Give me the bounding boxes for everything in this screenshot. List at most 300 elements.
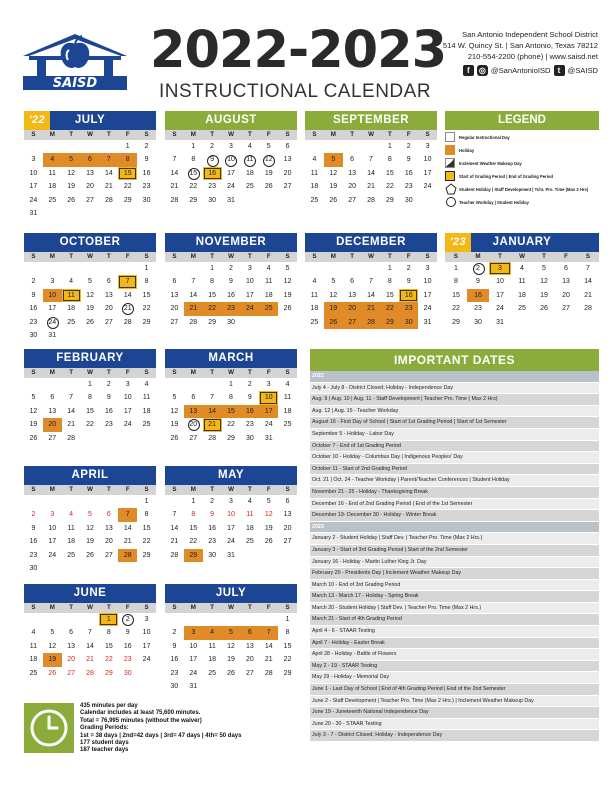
day-cell: 27 xyxy=(104,318,113,326)
day-cell: 26 xyxy=(48,669,57,677)
day-cell: 17 xyxy=(123,407,132,415)
day-cell: 22 xyxy=(189,183,198,191)
day-cell: 4 xyxy=(31,629,36,637)
day-cell: 10 xyxy=(123,394,132,402)
day-cell: 21 xyxy=(584,291,592,299)
weekday-label: F xyxy=(125,369,130,376)
year-tag: '22 xyxy=(24,111,50,130)
weekday-label: T xyxy=(247,253,252,260)
important-date-row: March 20 - Student Holiday | Staff Dev. | Teacher Pro. Time (Max 2 Hrs.) xyxy=(310,603,599,615)
day-cell: 23 xyxy=(170,669,179,677)
day-cell: 23 xyxy=(123,656,132,664)
empty-cell xyxy=(165,495,184,508)
important-date-row: April 28 - Holiday - Battle of Flowers xyxy=(310,649,599,661)
day-cell: 27 xyxy=(189,434,198,442)
day-cell: 4 xyxy=(285,381,290,388)
day-cell: 6 xyxy=(50,394,55,402)
weekday-label: T xyxy=(210,486,215,493)
day-cell: 13 xyxy=(184,405,203,418)
day-cell: 31 xyxy=(423,318,432,326)
twitter-icon[interactable]: t xyxy=(554,65,565,76)
day-cell: 16 xyxy=(29,538,38,546)
day-grid xyxy=(165,495,297,562)
day-cell: 27 xyxy=(170,318,179,326)
day-cell: 22 xyxy=(123,183,132,191)
day-cell: 28 xyxy=(170,551,179,559)
day-cell: 19 xyxy=(540,291,548,299)
day-cell: 17 xyxy=(423,169,432,177)
important-date-row: September 5 - Holiday - Labor Day xyxy=(310,429,599,441)
day-cell: 31 xyxy=(227,196,235,204)
weekday-label: S xyxy=(425,131,430,138)
day-cell: 17 xyxy=(227,524,235,532)
weekday-row xyxy=(165,603,297,613)
day-cell: 9 xyxy=(144,156,149,164)
weekday-label: T xyxy=(69,604,74,611)
weekday-label: W xyxy=(87,369,93,376)
weekday-label: S xyxy=(172,604,177,611)
day-cell: 23 xyxy=(404,183,413,191)
day-cell: 1 xyxy=(191,143,196,150)
weekday-label: S xyxy=(285,253,290,260)
day-cell: 20 xyxy=(283,524,292,532)
day-cell: 26 xyxy=(67,196,76,204)
weekday-label: T xyxy=(69,369,74,376)
day-cell: 20 xyxy=(170,305,179,313)
weekday-label: F xyxy=(564,253,568,260)
day-cell: 8 xyxy=(191,511,196,519)
day-cell: 9 xyxy=(125,629,130,637)
day-cell: 15 xyxy=(283,642,292,650)
weekday-row xyxy=(305,252,437,262)
weekday-row xyxy=(305,130,437,140)
day-cell: 10 xyxy=(48,524,57,532)
weekday-label: W xyxy=(87,486,93,493)
day-cell: 1 xyxy=(387,143,392,150)
day-cell: 12 xyxy=(48,642,57,650)
day-cell: 24 xyxy=(423,305,432,313)
day-cell: 18 xyxy=(283,407,292,415)
day-cell: 10 xyxy=(29,169,38,177)
day-cell: 25 xyxy=(245,183,254,191)
day-cell: 22 xyxy=(189,538,198,546)
day-cell: 4 xyxy=(69,278,74,286)
day-grid xyxy=(165,378,297,445)
weekday-label: S xyxy=(144,604,149,611)
day-cell: 29 xyxy=(142,551,151,559)
day-cell: 9 xyxy=(31,291,36,299)
day-cell: 17 xyxy=(259,405,278,418)
day-cell: 27 xyxy=(245,669,254,677)
day-cell: 29 xyxy=(123,196,132,204)
weekday-label: S xyxy=(312,253,317,260)
weekday-label: T xyxy=(106,131,111,138)
day-cell: 14 xyxy=(367,169,375,177)
day-cell: 1 xyxy=(191,498,196,505)
weekday-label: S xyxy=(172,486,177,493)
empty-cell xyxy=(184,613,203,626)
empty-cell xyxy=(62,262,81,275)
legend-item xyxy=(445,131,599,143)
month-name: DECEMBER xyxy=(336,236,406,248)
legend-label: Teacher Workday | Student Holiday xyxy=(459,199,529,205)
day-cell: 21 xyxy=(67,421,76,429)
day-cell: 28 xyxy=(67,434,76,442)
weekday-row xyxy=(165,130,297,140)
day-cell: 21 xyxy=(203,418,222,431)
year-title: 2022-2023 xyxy=(150,21,447,80)
month-march xyxy=(165,349,297,445)
day-cell: 12 xyxy=(67,169,76,177)
day-cell: 2 xyxy=(144,143,149,150)
legend-item xyxy=(445,144,599,156)
weekday-label: S xyxy=(31,486,36,493)
day-cell: 3 xyxy=(50,511,55,519)
day-cell: 30 xyxy=(208,196,217,204)
day-cell: 29 xyxy=(104,669,113,677)
day-cell: 31 xyxy=(48,331,57,339)
important-date-row: December 16 - End of 2nd Grading Period | End of the 1st Semester xyxy=(310,499,599,511)
weekday-label: F xyxy=(125,253,130,260)
day-cell: 3 xyxy=(125,381,130,388)
day-cell: 20 xyxy=(348,183,357,191)
day-cell: 12 xyxy=(283,278,292,286)
day-cell: 16 xyxy=(203,167,222,180)
empty-cell xyxy=(184,378,203,391)
day-cell: 27 xyxy=(86,196,94,204)
weekday-label: W xyxy=(87,604,93,611)
day-cell: 5 xyxy=(285,265,290,272)
weekday-label: W xyxy=(87,253,93,260)
month-name: APRIL xyxy=(71,469,109,481)
weekday-label: M xyxy=(49,604,55,611)
day-cell: 13 xyxy=(48,407,57,415)
day-cell: 16 xyxy=(399,289,418,302)
day-cell: 10 xyxy=(496,278,504,286)
day-cell: 3 xyxy=(266,381,271,388)
important-date-row: June 19 - Juneteenth National Independence Day xyxy=(310,707,599,719)
day-cell: 6 xyxy=(285,143,290,150)
month-november xyxy=(165,233,297,329)
empty-cell xyxy=(24,378,43,391)
day-cell: 31 xyxy=(227,551,235,559)
empty-cell xyxy=(362,140,381,153)
day-cell: 24 xyxy=(496,305,504,313)
day-cell: 26 xyxy=(283,305,292,313)
day-cell: 4 xyxy=(266,265,271,272)
empty-cell xyxy=(24,495,43,508)
note-line: Total = 76,995 minutes (without the waiver) xyxy=(80,717,202,724)
year-tag: '23 xyxy=(445,233,471,252)
weekday-label: T xyxy=(69,253,74,260)
calendar-subtitle: INSTRUCTIONAL CALENDAR xyxy=(158,81,432,102)
important-date-row: July 4 - July 8 - District Closed; Holiday - Independence Day xyxy=(310,383,599,395)
pentagon-icon xyxy=(445,183,457,195)
day-cell: 21 xyxy=(104,183,113,191)
day-cell: 4 xyxy=(247,143,252,150)
day-cell: 13 xyxy=(104,291,113,299)
day-cell: 17 xyxy=(48,305,57,313)
day-cell: 6 xyxy=(69,629,74,637)
weekday-label: S xyxy=(585,253,591,260)
legend-item xyxy=(445,157,599,169)
day-cell: 18 xyxy=(29,656,38,664)
day-cell: 14 xyxy=(67,407,76,415)
day-cell: 15 xyxy=(452,291,460,299)
day-cell: 23 xyxy=(104,421,113,429)
day-cell: 6 xyxy=(350,278,355,286)
legend-item xyxy=(445,170,599,182)
day-cell: 24 xyxy=(227,183,235,191)
weekday-label: W xyxy=(228,486,234,493)
day-cell: 12 xyxy=(264,511,273,519)
day-cell: 5 xyxy=(88,278,92,286)
day-cell: 7 xyxy=(69,394,74,402)
weekday-label: M xyxy=(190,369,196,376)
instagram-icon[interactable]: ◎ xyxy=(477,65,488,76)
empty-cell xyxy=(118,495,137,508)
day-cell: 27 xyxy=(283,538,292,546)
month-header xyxy=(305,233,437,252)
day-cell: 7 xyxy=(88,629,92,637)
day-cell: 8 xyxy=(88,394,92,402)
day-cell: 15 xyxy=(142,291,151,299)
month-name: FEBRUARY xyxy=(56,352,124,364)
day-grid xyxy=(24,140,156,220)
day-cell: 27 xyxy=(67,669,76,677)
day-cell: 29 xyxy=(452,318,460,326)
day-cell: 10 xyxy=(43,289,62,302)
legend-swatch-grading xyxy=(445,171,455,181)
day-cell: 13 xyxy=(170,291,179,299)
weekday-label: W xyxy=(228,253,234,260)
social-handle[interactable]: @SanAntonioISD xyxy=(490,66,551,75)
day-cell: 15 xyxy=(142,524,151,532)
day-cell: 14 xyxy=(104,169,113,177)
day-cell: 25 xyxy=(29,669,38,677)
day-cell: 18 xyxy=(67,538,76,546)
month-header xyxy=(24,349,156,368)
day-cell: 7 xyxy=(99,153,118,166)
day-cell: 25 xyxy=(67,551,76,559)
weekday-label: S xyxy=(425,253,430,260)
weekday-label: M xyxy=(49,253,55,260)
day-cell: 24 xyxy=(43,316,62,329)
weekday-label: S xyxy=(172,253,177,260)
day-cell: 14 xyxy=(86,642,94,650)
weekday-label: M xyxy=(190,131,196,138)
day-cell: 7 xyxy=(369,278,373,286)
weekday-label: T xyxy=(387,131,392,138)
district-contact[interactable]: 210-554-2200 (phone) | www.saisd.net xyxy=(467,52,598,61)
day-cell: 30 xyxy=(208,551,217,559)
month-header xyxy=(165,233,297,252)
day-cell: 5 xyxy=(88,511,92,519)
day-cell: 1 xyxy=(210,265,215,272)
district-info xyxy=(428,29,598,76)
weekday-label: F xyxy=(406,131,411,138)
important-date-row: August 16 - First Day of School | Start of 1st Grading Period | Start of 1st Semester xyxy=(310,417,599,429)
empty-cell xyxy=(81,140,100,153)
day-cell: 9 xyxy=(210,511,215,519)
empty-cell xyxy=(118,262,137,275)
day-cell: 23 xyxy=(222,302,241,315)
weekday-row xyxy=(165,252,297,262)
day-cell: 1 xyxy=(454,265,458,272)
weekday-label: S xyxy=(312,131,317,138)
day-cell: 11 xyxy=(48,169,56,177)
month-october xyxy=(24,233,156,342)
weekday-label: S xyxy=(144,131,149,138)
day-cell: 18 xyxy=(518,291,526,299)
day-cell: 13 xyxy=(562,278,570,286)
weekday-label: F xyxy=(266,486,271,493)
month-header xyxy=(165,466,297,485)
day-cell: 8 xyxy=(144,511,149,519)
day-cell: 17 xyxy=(29,183,38,191)
day-cell: 10 xyxy=(142,629,151,637)
day-cell: 16 xyxy=(29,305,38,313)
day-cell: 13 xyxy=(67,642,76,650)
day-cell: 30 xyxy=(227,318,235,326)
weekday-label: S xyxy=(144,253,149,260)
weekday-label: T xyxy=(69,131,74,138)
day-cell: 15 xyxy=(118,167,137,180)
weekday-label: W xyxy=(368,131,374,138)
day-cell: 23 xyxy=(29,318,38,326)
day-cell: 30 xyxy=(245,434,254,442)
day-cell: 15 xyxy=(385,291,394,299)
month-july-2023 xyxy=(165,584,297,693)
legend-title: LEGEND xyxy=(445,111,599,130)
weekday-label: T xyxy=(106,486,111,493)
empty-cell xyxy=(99,495,118,508)
day-cell: 11 xyxy=(208,642,216,650)
weekday-label: T xyxy=(210,131,215,138)
weekday-label: T xyxy=(498,253,502,260)
day-cell: 17 xyxy=(245,291,254,299)
day-cell: 19 xyxy=(329,183,338,191)
day-cell: 3 xyxy=(184,626,203,639)
weekday-label: M xyxy=(190,604,196,611)
day-cell: 6 xyxy=(81,153,100,166)
empty-cell xyxy=(62,495,81,508)
weekday-label: T xyxy=(247,369,252,376)
day-cell: 2 xyxy=(172,629,177,637)
day-cell: 21 xyxy=(362,302,381,315)
weekday-label: T xyxy=(106,604,111,611)
day-cell: 15 xyxy=(222,405,241,418)
day-cell: 25 xyxy=(259,302,278,315)
day-cell: 17 xyxy=(496,291,504,299)
important-date-row: June 2 - Staff Development | Teacher Pro. Time (Max 2 Hrs.) | Inclement Weather Makeup Day xyxy=(310,696,599,708)
day-cell: 7 xyxy=(118,508,137,521)
weekday-label: W xyxy=(228,369,234,376)
weekday-label: W xyxy=(519,253,525,260)
month-name: NOVEMBER xyxy=(195,236,267,248)
empty-cell xyxy=(81,613,100,626)
day-cell: 18 xyxy=(208,656,217,664)
empty-cell xyxy=(62,378,81,391)
month-header xyxy=(24,466,156,485)
weekday-row xyxy=(445,252,599,262)
twitter-handle[interactable]: @SAISD xyxy=(567,66,598,75)
day-cell: 26 xyxy=(329,196,338,204)
legend-label: Holiday xyxy=(459,147,475,153)
day-cell: 28 xyxy=(362,316,381,329)
day-cell: 26 xyxy=(540,305,548,313)
day-cell: 11 xyxy=(62,289,81,302)
weekday-label: T xyxy=(210,604,215,611)
day-cell: 16 xyxy=(467,289,489,302)
weekday-label: T xyxy=(247,486,252,493)
month-july-2022 xyxy=(24,111,156,220)
day-cell: 1 xyxy=(125,143,130,150)
day-cell: 10 xyxy=(423,156,432,164)
day-cell: 19 xyxy=(29,421,38,429)
weekday-label: F xyxy=(125,604,130,611)
day-cell: 29 xyxy=(189,196,198,204)
day-cell: 25 xyxy=(48,196,57,204)
weekday-label: S xyxy=(285,131,290,138)
day-cell: 24 xyxy=(123,421,132,429)
day-cell: 15 xyxy=(189,524,198,532)
month-february xyxy=(24,349,156,445)
weekday-label: T xyxy=(350,131,355,138)
day-cell: 11 xyxy=(142,394,151,402)
day-cell: 8 xyxy=(454,278,458,286)
day-cell: 30 xyxy=(170,682,179,690)
day-cell: 5 xyxy=(542,265,546,272)
empty-cell xyxy=(259,613,278,626)
weekday-label: S xyxy=(31,369,36,376)
day-cell: 7 xyxy=(172,156,177,164)
month-header xyxy=(445,233,599,252)
important-date-row: October 11 - Start of 2nd Grading Period xyxy=(310,464,599,476)
legend-label: Inclement Weather Makeup Day xyxy=(459,160,522,166)
day-cell: 10 xyxy=(423,278,432,286)
day-cell: 12 xyxy=(227,642,235,650)
empty-cell xyxy=(165,262,184,275)
empty-cell xyxy=(43,378,62,391)
facebook-icon[interactable]: f xyxy=(463,65,474,76)
day-cell: 13 xyxy=(348,169,357,177)
day-cell: 9 xyxy=(106,394,111,402)
day-cell: 27 xyxy=(343,316,362,329)
important-date-row: May 29 - Holiday - Memorial Day xyxy=(310,672,599,684)
note-line: 187 teacher days xyxy=(80,747,129,754)
important-date-row: Aug. 9 | Aug. 10 | Aug. 11 - Staff Development | Teacher Pro. Time ( Max 2 Hrs) xyxy=(310,394,599,406)
day-cell: 7 xyxy=(586,265,590,272)
day-cell: 11 xyxy=(310,291,319,299)
day-cell: 18 xyxy=(142,407,151,415)
day-cell: 23 xyxy=(208,183,217,191)
day-cell: 18 xyxy=(245,169,254,177)
weekday-label: T xyxy=(210,369,215,376)
day-cell: 27 xyxy=(348,196,357,204)
important-date-row: March 10 - End of 3rd Grading Period xyxy=(310,580,599,592)
weekday-label: T xyxy=(542,253,546,260)
day-cell: 28 xyxy=(189,318,198,326)
day-cell: 11 xyxy=(265,278,273,286)
important-date-row: June 20 - 30 - STAAR Testing xyxy=(310,719,599,731)
weekday-label: W xyxy=(87,131,93,138)
day-cell: 25 xyxy=(310,196,319,204)
day-cell: 6 xyxy=(564,265,568,272)
day-cell: 26 xyxy=(264,538,273,546)
day-cell: 20 xyxy=(86,183,94,191)
day-cell: 3 xyxy=(229,143,233,150)
